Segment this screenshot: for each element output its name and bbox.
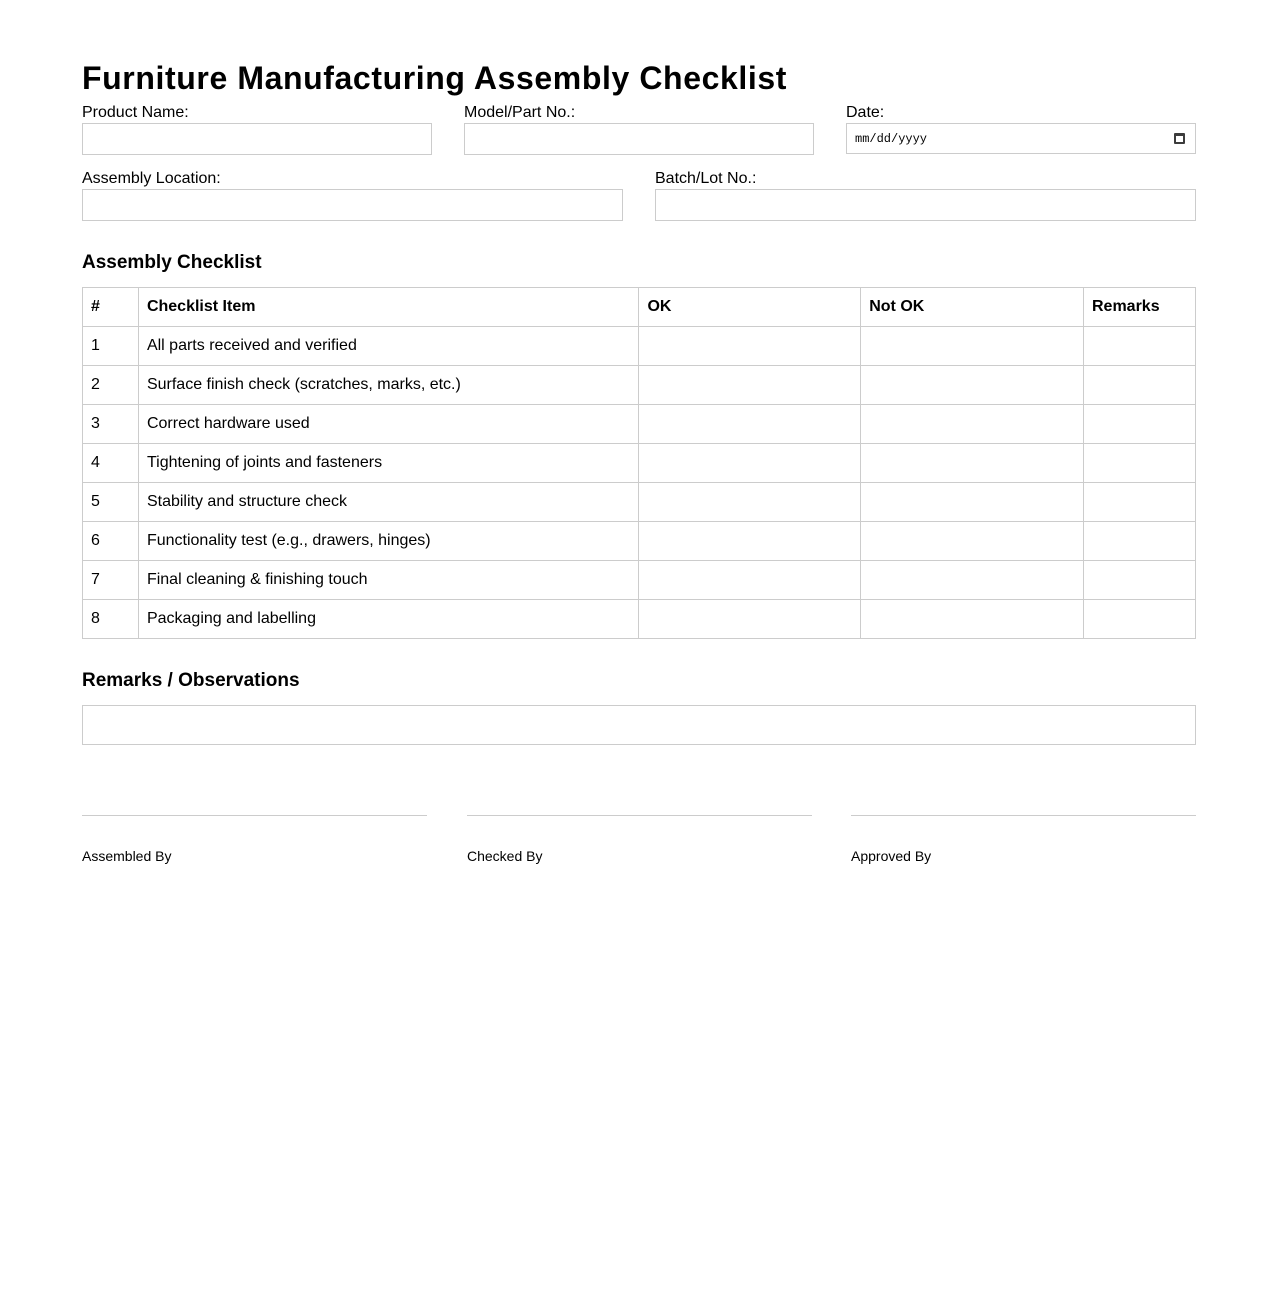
row-number: 5 [83, 483, 139, 522]
table-row [83, 444, 1196, 483]
row-number: 6 [83, 522, 139, 561]
product-name-field [82, 104, 432, 155]
column-header-remarks: Remarks [1083, 288, 1195, 327]
row-item: Functionality test (e.g., drawers, hinges) [138, 522, 639, 561]
column-header-ok: OK [639, 288, 861, 327]
row-not-ok-cell[interactable] [861, 444, 1084, 483]
batch-lot-no-input[interactable] [655, 189, 1196, 221]
table-row [83, 561, 1196, 600]
calendar-icon[interactable] [1174, 133, 1185, 144]
row-ok-cell[interactable] [639, 327, 861, 366]
signature-checked-by [467, 815, 812, 864]
table-row [83, 522, 1196, 561]
table-row [83, 600, 1196, 639]
signature-line[interactable] [467, 815, 812, 816]
checklist-heading: Assembly Checklist [82, 252, 262, 273]
table-row [83, 483, 1196, 522]
row-item: All parts received and verified [138, 327, 639, 366]
row-item: Stability and structure check [138, 483, 639, 522]
row-number: 2 [83, 366, 139, 405]
row-not-ok-cell[interactable] [861, 366, 1084, 405]
row-item: Final cleaning & finishing touch [138, 561, 639, 600]
row-remarks-cell[interactable] [1083, 327, 1195, 366]
date-label: Date: [846, 104, 885, 121]
row-remarks-cell[interactable] [1083, 366, 1195, 405]
row-remarks-cell[interactable] [1083, 522, 1195, 561]
signature-label: Approved By [851, 848, 932, 864]
table-row [83, 405, 1196, 444]
row-ok-cell[interactable] [639, 483, 861, 522]
table-header-row [83, 288, 1196, 327]
row-number: 1 [83, 327, 139, 366]
remarks-textarea[interactable] [82, 705, 1196, 745]
row-item: Surface finish check (scratches, marks, etc.) [138, 366, 639, 405]
row-number: 8 [83, 600, 139, 639]
row-not-ok-cell[interactable] [861, 522, 1084, 561]
row-ok-cell[interactable] [639, 405, 861, 444]
product-name-input[interactable] [82, 123, 432, 155]
signature-line[interactable] [851, 815, 1196, 816]
column-header-item: Checklist Item [138, 288, 639, 327]
signature-approved-by [851, 815, 1196, 864]
date-input[interactable] [846, 123, 1196, 154]
row-number: 7 [83, 561, 139, 600]
row-not-ok-cell[interactable] [861, 483, 1084, 522]
remarks-heading: Remarks / Observations [82, 670, 300, 691]
row-remarks-cell[interactable] [1083, 600, 1195, 639]
row-remarks-cell[interactable] [1083, 405, 1195, 444]
row-remarks-cell[interactable] [1083, 444, 1195, 483]
row-not-ok-cell[interactable] [861, 561, 1084, 600]
row-not-ok-cell[interactable] [861, 600, 1084, 639]
assembly-location-label: Assembly Location: [82, 170, 221, 187]
row-ok-cell[interactable] [639, 522, 861, 561]
assembly-location-input[interactable] [82, 189, 623, 221]
row-ok-cell[interactable] [639, 366, 861, 405]
signature-label: Checked By [467, 848, 543, 864]
signature-label: Assembled By [82, 848, 172, 864]
model-part-no-label: Model/Part No.: [464, 104, 576, 121]
row-item: Tightening of joints and fasteners [138, 444, 639, 483]
column-header-number: # [83, 288, 139, 327]
model-part-no-input[interactable] [464, 123, 814, 155]
table-row [83, 327, 1196, 366]
row-not-ok-cell[interactable] [861, 327, 1084, 366]
date-field [846, 104, 1196, 154]
document-title: Furniture Manufacturing Assembly Checklist [82, 60, 788, 96]
batch-lot-no-label: Batch/Lot No.: [655, 170, 757, 187]
checklist-table [82, 287, 1196, 639]
assembly-location-field [82, 170, 623, 221]
table-row [83, 366, 1196, 405]
batch-lot-no-field [655, 170, 1196, 221]
column-header-not-ok: Not OK [861, 288, 1084, 327]
row-item: Correct hardware used [138, 405, 639, 444]
product-name-label: Product Name: [82, 104, 189, 121]
row-ok-cell[interactable] [639, 561, 861, 600]
signature-assembled-by [82, 815, 427, 864]
date-placeholder: mm/dd/yyyy [855, 131, 928, 146]
model-part-no-field [464, 104, 814, 155]
row-number: 4 [83, 444, 139, 483]
row-number: 3 [83, 405, 139, 444]
row-remarks-cell[interactable] [1083, 561, 1195, 600]
row-not-ok-cell[interactable] [861, 405, 1084, 444]
row-ok-cell[interactable] [639, 600, 861, 639]
row-ok-cell[interactable] [639, 444, 861, 483]
row-item: Packaging and labelling [138, 600, 639, 639]
row-remarks-cell[interactable] [1083, 483, 1195, 522]
signature-line[interactable] [82, 815, 427, 816]
